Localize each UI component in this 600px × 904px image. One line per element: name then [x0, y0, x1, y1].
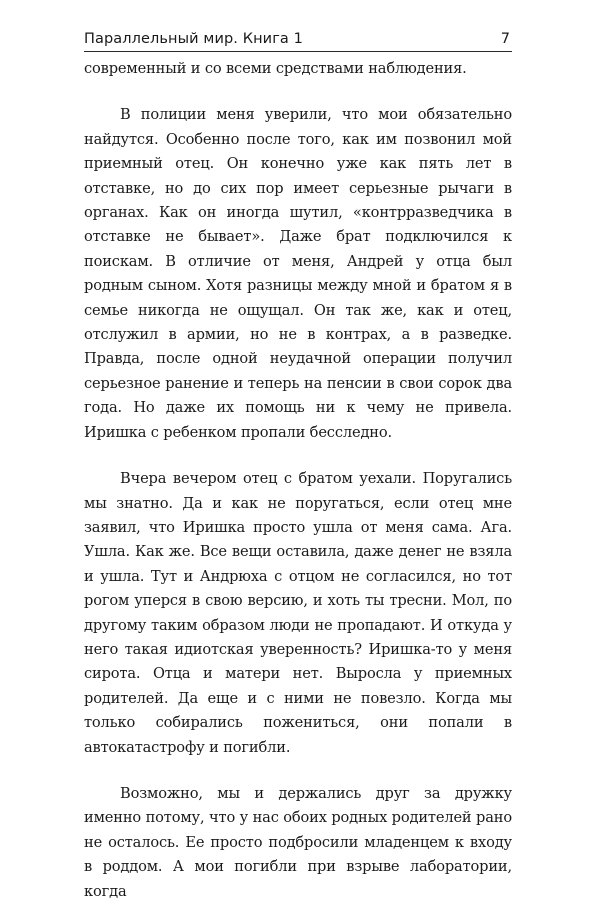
paragraph-continued: современный и со всеми средствами наблюдения.: [84, 60, 467, 77]
running-header: [84, 30, 512, 52]
body-text: [84, 57, 512, 904]
page-number: 7: [500, 31, 510, 47]
book-page: [84, 30, 512, 904]
paragraph: Вчера вечером отец с братом уехали. Поругались мы знатно. Да и как не поругаться, если отец мне заявил, что Иришка просто ушла от меня сама. Ага. Ушла. Как же. Все вещи оставила, даже денег не взяла и ушла. Тут и Андрюха с отцом не согласился, но тот рогом уперся в свою версию, и хоть ты тресни. Мол, по другому таким образом люди не пропадают. И откуда у него такая идиотская уверенность? Иришка-то у меня сирота. Отца и матери нет. Выросла у приемных родителей. Да еще и с ними не повезло. Когда мы только собирались пожениться, они попали в автокатастрофу и погибли.: [84, 470, 512, 756]
book-title: Параллельный мир. Книга 1: [84, 31, 303, 47]
paragraph: В полиции меня уверили, что мои обязательно найдутся. Особенно после того, как им позвонил мой приемный отец. Он конечно уже как пять лет в отставке, но до сих пор имеет серьезные рычаги в органах. Как он иногда шутил, «контрразведчика в отставке не бывает». Даже брат подключился к поискам. В отличие от меня, Андрей у отца был родным сыном. Хотя разницы между мной и братом я в семье никогда не ощущал. Он так же, как и отец, отслужил в армии, но не в контрах, а в разведке. Правда, после одной неудачной операции получил серьезное ранение и теперь на пенсии в свои сорок два года. Но даже их помощь ни к чему не привела. Иришка с ребенком пропали бесследно.: [84, 106, 512, 441]
paragraph: Возможно, мы и держались друг за дружку именно потому, что у нас обоих родных родителей рано не осталось. Ее просто подбросили младенцем к входу в роддом. А мои погибли при взрыве лаборатории, когда: [84, 784, 512, 900]
